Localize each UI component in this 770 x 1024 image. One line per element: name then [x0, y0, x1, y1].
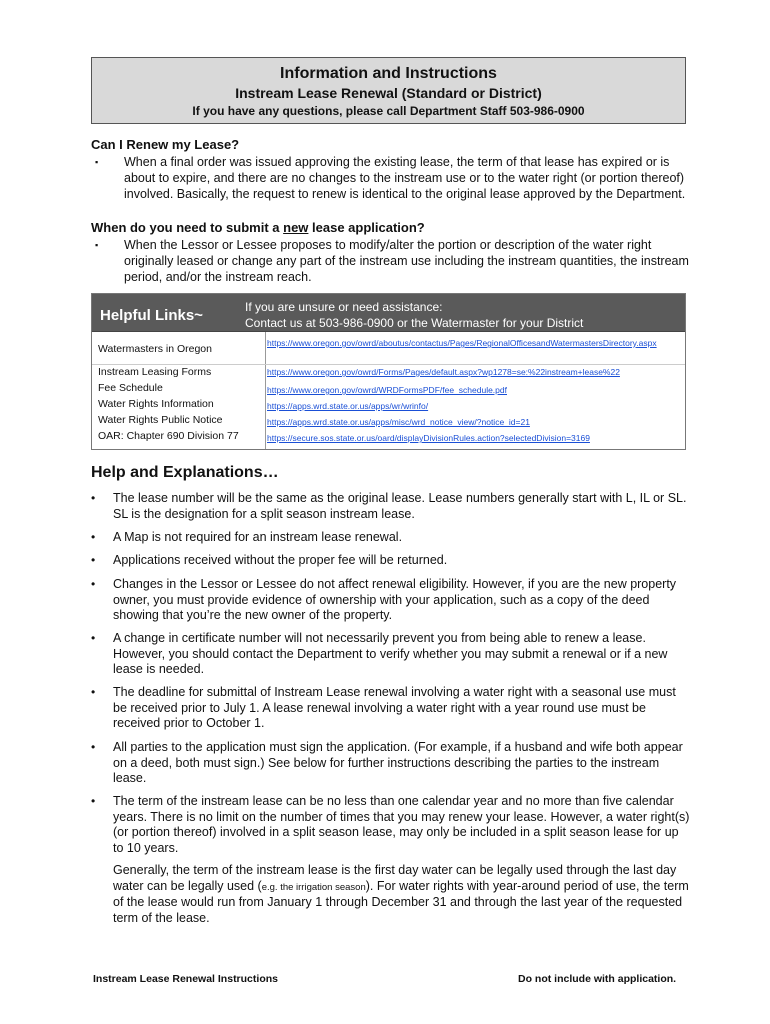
link-url[interactable]: https://www.oregon.gov/owrd/Forms/Pages/default.aspx?wp1278=se:%22instream+lease%22	[267, 367, 620, 377]
new-app-heading: When do you need to submit a new lease application?	[91, 220, 425, 235]
help-item	[91, 553, 691, 569]
help-item-text: A change in certificate number will not necessarily prevent you from being able to renew a lease. However, you should contact the Department to verify whether you may submit a renewal or if a new lease is needed.	[113, 631, 668, 676]
link-url[interactable]: https://secure.sos.state.or.us/oard/displayDivisionRules.action?selectedDivision=3169	[267, 433, 590, 443]
link-row	[92, 398, 685, 414]
links-title: Helpful Links~	[100, 307, 203, 324]
help-item	[91, 530, 691, 546]
renew-item-text: When a final order was issued approving the existing lease, the term of that lease has expired or is about to expire, and there are no changes to the instream use or to the water right (or portion thereof) involved. Basically, the request to renew is identical to the original lease approved by the Department.	[124, 155, 686, 201]
header-box	[91, 57, 686, 124]
help-title: Help and Explanations…	[91, 464, 279, 481]
links-contact-line2: Contact us at 503-986-0900 or the Watermaster for your District	[245, 316, 584, 330]
link-row	[92, 336, 685, 364]
links-contact-line1: If you are unsure or need assistance:	[245, 300, 443, 314]
link-url[interactable]: https://apps.wrd.state.or.us/apps/misc/wrd_notice_view/?notice_id=21	[267, 417, 530, 427]
help-item	[91, 685, 691, 732]
link-url[interactable]: https://www.oregon.gov/owrd/aboutus/contactus/Pages/RegionalOfficesandWatermastersDirectory.aspx	[267, 338, 657, 348]
help-item	[91, 631, 691, 678]
link-row-name: Watermasters in Oregon	[98, 343, 212, 355]
bullet-icon: •	[91, 794, 96, 808]
link-row-name: Fee Schedule	[98, 382, 163, 394]
bullet-icon: •	[91, 577, 96, 591]
new-app-item	[91, 237, 691, 285]
bullet-icon: •	[91, 631, 96, 645]
helpful-links-table	[91, 293, 686, 450]
square-bullet-icon: ▪	[95, 157, 99, 167]
renew-heading: Can I Renew my Lease?	[91, 137, 240, 152]
page-subtitle: Instream Lease Renewal (Standard or District)	[235, 85, 542, 101]
help-item	[91, 740, 691, 787]
bullet-icon: •	[91, 491, 96, 505]
footer-title: Instream Lease Renewal Instructions	[93, 973, 278, 985]
bullet-icon: •	[91, 530, 96, 544]
link-row	[92, 414, 685, 430]
link-row	[92, 430, 685, 446]
link-row-name: Water Rights Information	[98, 398, 214, 410]
bullet-icon: •	[91, 685, 96, 699]
link-row-name: OAR: Chapter 690 Division 77	[98, 430, 239, 442]
help-item-text: A Map is not required for an instream lease renewal.	[113, 530, 403, 544]
term-paragraph: Generally, the term of the instream lease is the first day water can be legally used through the last day water can be legally used (e.g. the irrigation season). For water rights with year-around period of use, the term of the lease would run from January 1 through December 31 and through the last year of the requested term of the lease.	[113, 863, 689, 925]
link-row	[92, 382, 685, 398]
help-item	[91, 577, 691, 624]
page-title: Information and Instructions	[280, 65, 497, 82]
footer-note: Do not include with application.	[518, 973, 677, 985]
help-item	[91, 794, 691, 856]
help-item	[91, 491, 691, 522]
help-item-text: The term of the instream lease can be no less than one calendar year and no more than five calendar years. There is no limit on the number of times that you may renew your lease. However, a water right(s) (or portion thereof) involved in a split season lease, may only be included in a split season lease for up to 10 years.	[113, 794, 690, 855]
bullet-icon: •	[91, 740, 96, 754]
link-url[interactable]: https://www.oregon.gov/owrd/WRDFormsPDF/fee_schedule.pdf	[267, 385, 507, 395]
help-item-text: Applications received without the proper fee will be returned.	[113, 553, 448, 567]
renew-item	[91, 154, 691, 202]
help-item-text: All parties to the application must sign the application. (For example, if a husband and wife both appear on a deed, both must sign.) See below for further instructions describing the parties to the instream lease.	[113, 740, 683, 785]
new-underlined: new	[283, 220, 309, 235]
help-item-text: The deadline for submittal of Instream Lease renewal involving a water right with a seasonal use must be received prior to July 1. A lease renewal involving a water right with a year round use must be received prior to October 1.	[113, 685, 676, 730]
link-row-name: Water Rights Public Notice	[98, 414, 223, 426]
new-app-item-text: When the Lessor or Lessee proposes to modify/alter the portion or description of the water right originally leased or change any part of the instream use including the instream quantities, the instream period, and/or the instream reach.	[124, 238, 689, 284]
square-bullet-icon: ▪	[95, 240, 99, 250]
row-divider	[92, 364, 685, 365]
term-note: e.g. the irrigation season	[261, 881, 366, 893]
link-url[interactable]: https://apps.wrd.state.or.us/apps/wr/wrinfo/	[267, 401, 429, 411]
link-row	[92, 366, 685, 382]
contact-line: If you have any questions, please call Department Staff 503-986-0900	[192, 104, 585, 118]
help-item-text: Changes in the Lessor or Lessee do not affect renewal eligibility. However, if you are the new property owner, you must provide evidence of ownership with your application, such as a copy of the deed showing that you’re the new owner of the property.	[113, 577, 677, 622]
link-row-name: Instream Leasing Forms	[98, 366, 212, 378]
bullet-icon: •	[91, 553, 96, 567]
links-header	[92, 294, 685, 332]
help-item-text: The lease number will be the same as the original lease. Lease numbers generally start with L, IL or SL. SL is the designation for a split season instream lease.	[113, 491, 687, 521]
